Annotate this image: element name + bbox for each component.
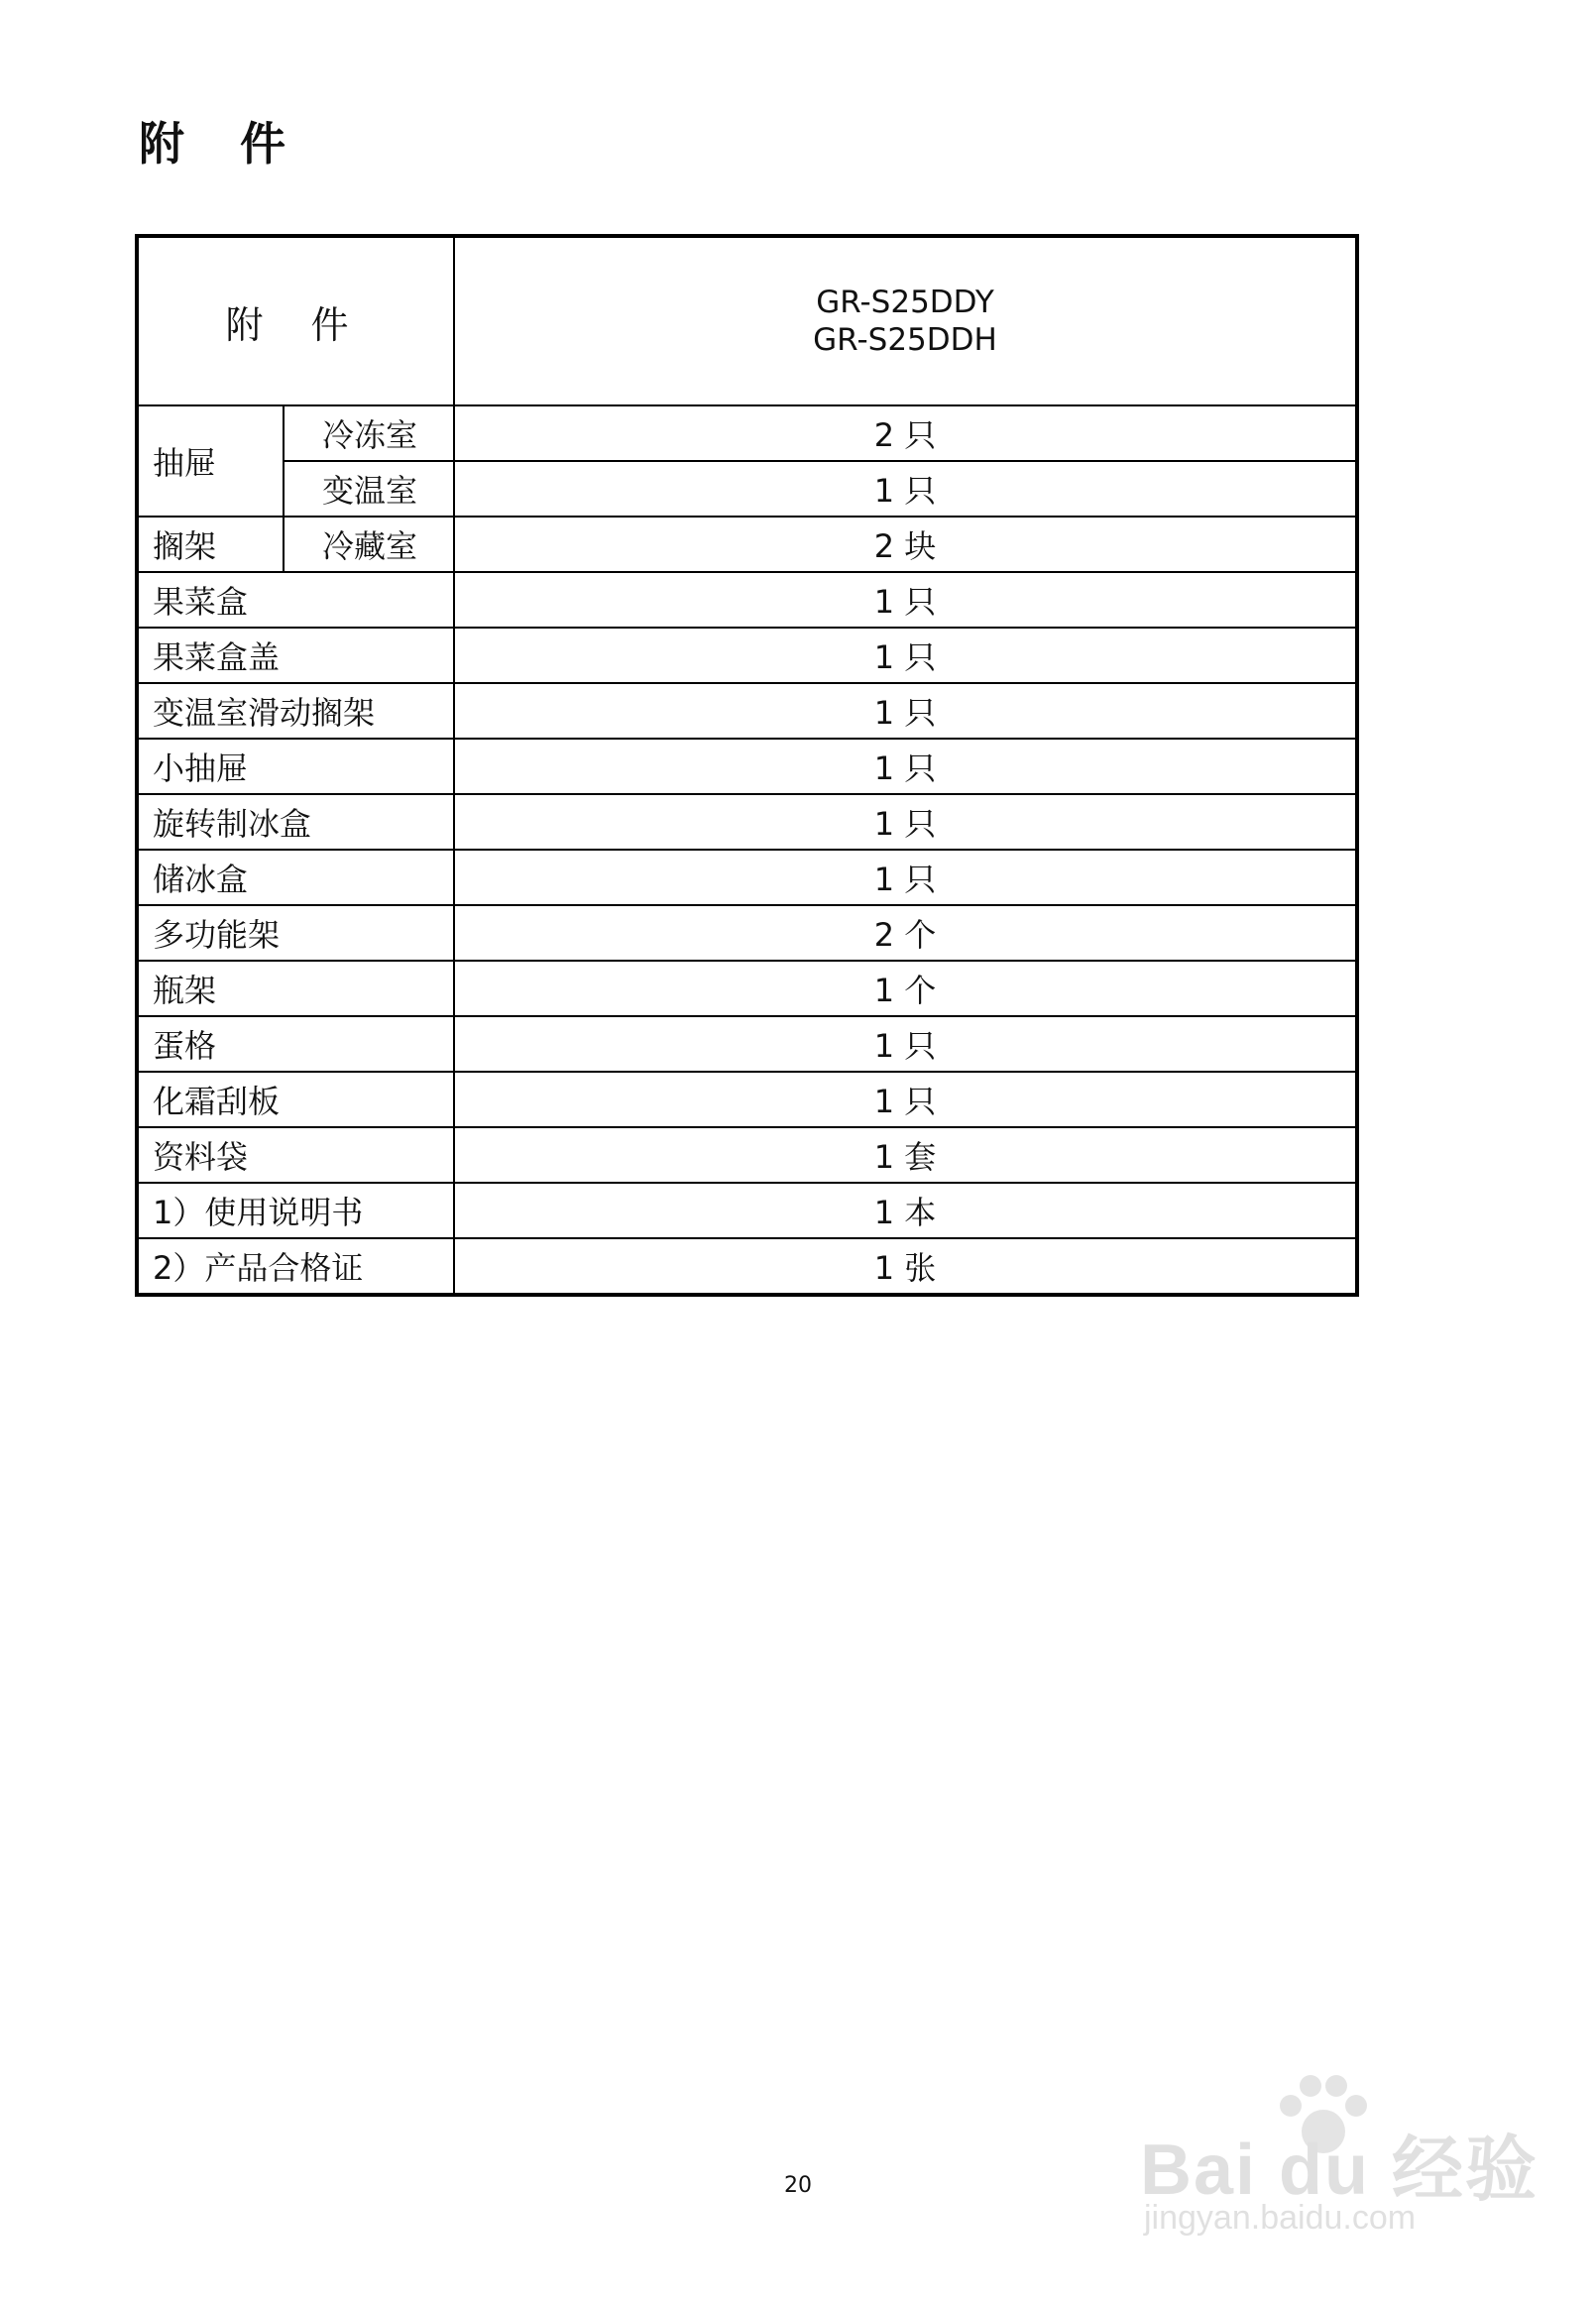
item-qty: 1 只 (454, 628, 1357, 683)
item-qty: 2 块 (454, 517, 1357, 572)
header-row (137, 236, 1357, 405)
item-qty: 2 个 (454, 905, 1357, 961)
item-name: 变温室 (284, 461, 454, 517)
item-name: 1）使用说明书 (137, 1183, 454, 1238)
header-label: 附 件 (137, 236, 454, 405)
table-row (137, 683, 1357, 739)
item-name: 化霜刮板 (137, 1072, 454, 1127)
item-qty: 1 只 (454, 572, 1357, 628)
item-name: 冷藏室 (284, 517, 454, 572)
item-name: 果菜盒 (137, 572, 454, 628)
item-name: 变温室滑动搁架 (137, 683, 454, 739)
group-label-drawer: 抽屉 (137, 405, 284, 517)
model-name: GR-S25DDY (816, 285, 994, 320)
table-row (137, 1016, 1357, 1072)
item-qty: 1 只 (454, 461, 1357, 517)
model-name: GR-S25DDH (813, 322, 997, 358)
page-number: 20 (784, 2173, 812, 2198)
table-row (137, 461, 1357, 517)
table-row (137, 405, 1357, 461)
item-qty: 1 只 (454, 739, 1357, 794)
table-row (137, 739, 1357, 794)
table-row (137, 794, 1357, 850)
baidu-jingyan-watermark (1140, 2072, 1566, 2241)
item-name: 瓶架 (137, 961, 454, 1016)
item-name: 果菜盒盖 (137, 628, 454, 683)
watermark-brand: Bai du 经验 (1140, 2131, 1539, 2210)
item-qty: 1 套 (454, 1127, 1357, 1183)
item-name: 旋转制冰盒 (137, 794, 454, 850)
table-row (137, 850, 1357, 905)
table-row (137, 628, 1357, 683)
model-names (454, 236, 1357, 405)
item-qty: 1 张 (454, 1238, 1357, 1295)
group-label-shelf: 搁架 (137, 517, 284, 572)
item-name: 冷冻室 (284, 405, 454, 461)
item-qty: 1 只 (454, 1072, 1357, 1127)
table-row (137, 1238, 1357, 1295)
accessories-table (135, 234, 1359, 1297)
item-qty: 1 个 (454, 961, 1357, 1016)
table-row (137, 572, 1357, 628)
table-row (137, 517, 1357, 572)
item-name: 多功能架 (137, 905, 454, 961)
table-row (137, 961, 1357, 1016)
page-title: 附 件 (139, 117, 306, 171)
item-name: 储冰盒 (137, 850, 454, 905)
table-row (137, 1127, 1357, 1183)
item-qty: 1 只 (454, 1016, 1357, 1072)
table-row (137, 1183, 1357, 1238)
item-qty: 2 只 (454, 405, 1357, 461)
item-qty: 1 只 (454, 850, 1357, 905)
table-row (137, 905, 1357, 961)
item-qty: 1 本 (454, 1183, 1357, 1238)
item-name: 资料袋 (137, 1127, 454, 1183)
item-name: 2）产品合格证 (137, 1238, 454, 1295)
item-name: 蛋格 (137, 1016, 454, 1072)
watermark-url: jingyan.baidu.com (1144, 2199, 1417, 2237)
item-name: 小抽屉 (137, 739, 454, 794)
table-row (137, 1072, 1357, 1127)
item-qty: 1 只 (454, 794, 1357, 850)
item-qty: 1 只 (454, 683, 1357, 739)
